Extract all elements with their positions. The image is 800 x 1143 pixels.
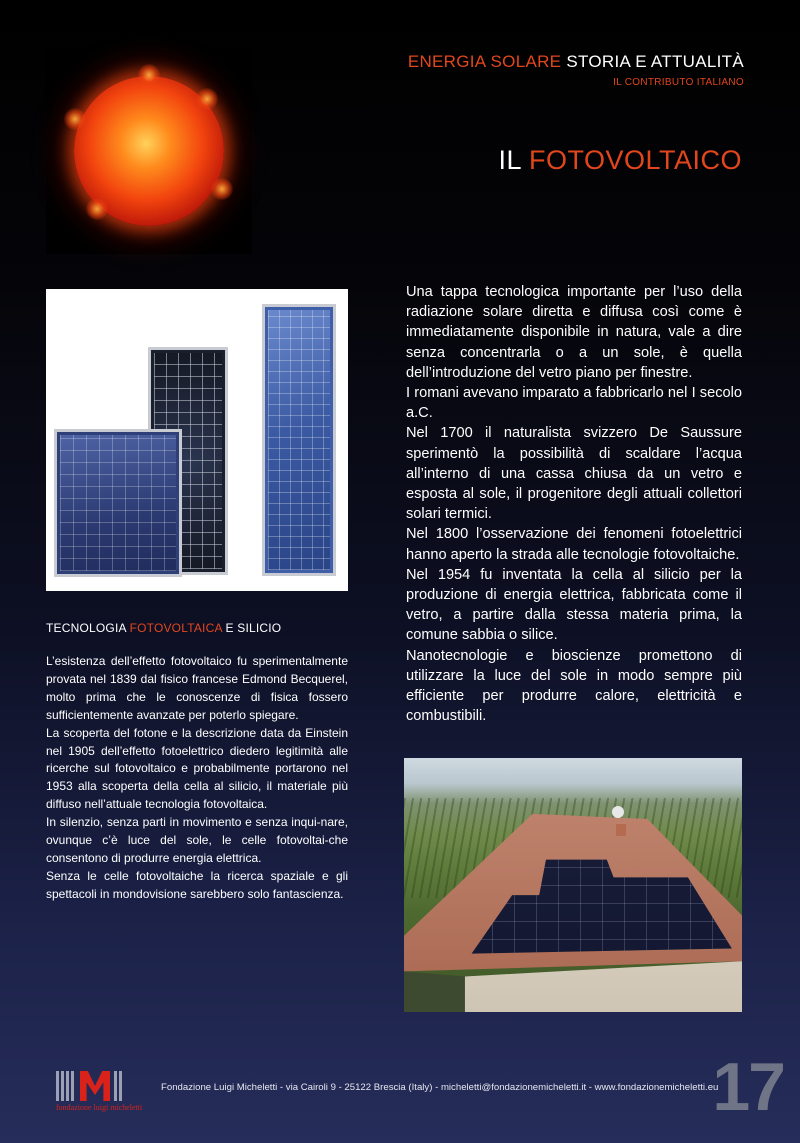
header-title-accent: ENERGIA SOLARE [407, 52, 562, 71]
section-paragraph: In silenzio, senza parti in movimento e senza inqui-nare, ovunque c’è luce del sole, le celle fotovoltai-che consentono di produrre energia elettrica. [46, 815, 348, 865]
section-heading-prefix: TECNOLOGIA [46, 621, 130, 635]
body-paragraph: Nel 1700 il naturalista svizzero De Saussure sperimentò la possibilità di scaldare l’acqua all’interno di una cassa chiusa da un vetro e esposta al sole, il progenitore degli attuali collettori solari termici. [406, 425, 742, 523]
solar-panel-large [262, 304, 336, 576]
roof-solar-photo [404, 758, 742, 1012]
section-body [46, 653, 348, 904]
section-heading-accent: FOTOVOLTAICA [129, 621, 222, 635]
header-title-rest: STORIA E ATTUALITÀ [561, 52, 744, 71]
header-title [408, 52, 744, 72]
solar-panels-photo [46, 289, 348, 591]
section-paragraph: L’esistenza dell’effetto fotovoltaico fu sperimentalmente provata nel 1839 dal fisico francese Edmond Becquerel, molto prima che le conoscenze di fisica fossero sufficientemente avanzate per poterlo spiegare. [46, 654, 348, 722]
header-subtitle: IL CONTRIBUTO ITALIANO [613, 77, 744, 88]
body-paragraph: Una tappa tecnologica importante per l’uso della radiazione solare diretta e diffusa così come è immediatamente disponibile in natura, vale a dire senza concentrarla o a un sole, è quella dell’introduzione del vetro piano per finestre. [406, 284, 742, 381]
section-heading [46, 621, 281, 635]
section-paragraph: La scoperta del fotone e la descrizione data da Einstein nel 1905 dell’effetto fotoelettrico diedero legitimità alle ricerche sul fotovoltaico e probabilmente portarono nel 1953 alla scoperta della cella al silicio, il materiale più diffuso nell’attuale tecnologia fotovoltaica. [46, 725, 348, 812]
body-paragraph: Nanotecnologie e bioscienze promettono di utilizzare la luce del sole in modo sempre più efficiente per produrre calore, elettricità e combustibili. [406, 647, 742, 725]
page-title-accent: FOTOVOLTAICO [528, 145, 742, 175]
page-title [498, 145, 742, 176]
sun-image [46, 48, 252, 254]
body-paragraph: I romani avevano imparato a fabbricarlo nel I secolo a.C. [406, 385, 742, 422]
body-paragraph: Nel 1954 fu inventata la cella al silicio per la produzione di energia elettrica, fabbricata come il vetro, a partire dalla stessa materia prima, la comune sabbia o silice. [406, 566, 742, 644]
section-paragraph: Senza le celle fotovoltaiche la ricerca spaziale e gli spettacoli in mondovisione sarebbero solo fantascienza. [46, 868, 348, 901]
body-paragraph: Nel 1800 l’osservazione dei fenomeni fotoelettrici hanno aperto la strada alle tecnologie fotovoltaiche. [406, 526, 742, 563]
foundation-logo [56, 1071, 143, 1115]
page-title-prefix: IL [498, 145, 529, 175]
page-number: 17 [712, 1049, 784, 1125]
section-heading-suffix: E SILICIO [221, 621, 282, 635]
solar-panel-small [54, 429, 182, 577]
footer-address: Fondazione Luigi Micheletti - via Cairoli 9 - 25122 Brescia (Italy) - micheletti@fondazionemicheletti.it - www.fondazionemicheletti.eu [161, 1082, 719, 1093]
main-body [406, 282, 742, 726]
logo-text: fondazione luigi micheletti [56, 1103, 143, 1112]
